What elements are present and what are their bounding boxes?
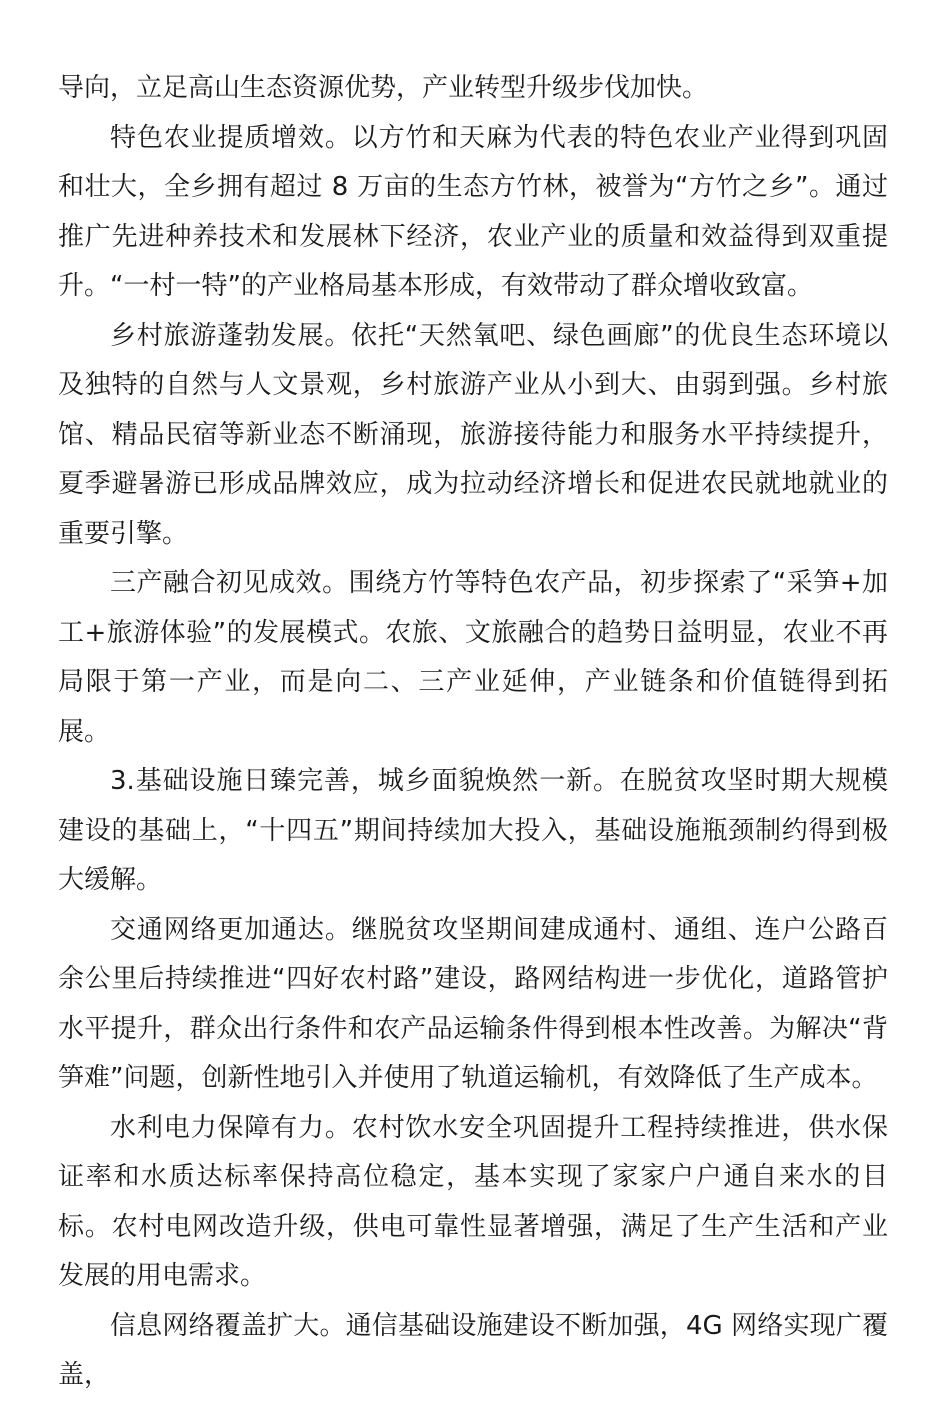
paragraph-information-network: 信息网络覆盖扩大。通信基础设施建设不断加强，4G 网络实现广覆盖，	[58, 1310, 888, 1390]
paragraph-rural-tourism: 乡村旅游蓬勃发展。依托“天然氧吧、绿色画廊”的优良生态环境以及独特的自然与人文景观，乡村旅游产业从小到大、由弱到强。乡村旅馆、精品民宿等新业态不断涌现，旅游接待能力和服务水平持续提升，夏季避暑游已形成品牌效应，成为拉动经济增长和促进农民就地就业的重要引擎。	[58, 320, 888, 549]
paragraph-continuation: 导向，立足高山生态资源优势，产业转型升级步伐加快。	[58, 73, 709, 103]
document-body	[58, 64, 888, 1401]
paragraph-infrastructure-heading: 3.基础设施日臻完善，城乡面貌焕然一新。在脱贫攻坚时期大规模建设的基础上，“十四五”期间持续加大投入，基础设施瓶颈制约得到极大缓解。	[58, 766, 888, 895]
paragraph-water-power: 水利电力保障有力。农村饮水安全巩固提升工程持续推进，供水保证率和水质达标率保持高位稳定，基本实现了家家户户通自来水的目标。农村电网改造升级，供电可靠性显著增强，满足了生产生活和产业发展的用电需求。	[58, 1112, 888, 1291]
paragraph-industry-integration: 三产融合初见成效。围绕方竹等特色农产品，初步探索了“采笋+加工+旅游体验”的发展模式。农旅、文旅融合的趋势日益明显，农业不再局限于第一产业，而是向二、三产业延伸，产业链条和价值链得到拓展。	[58, 568, 888, 747]
paragraph-specialty-agriculture: 特色农业提质增效。以方竹和天麻为代表的特色农业产业得到巩固和壮大，全乡拥有超过 8 万亩的生态方竹林，被誉为“方竹之乡”。通过推广先进种养技术和发展林下经济，农业产业的质量和效益得到双重提升。“一村一特”的产业格局基本形成，有效带动了群众增收致富。	[58, 122, 888, 301]
paragraph-transport-network: 交通网络更加通达。继脱贫攻坚期间建成通村、通组、连户公路百余公里后持续推进“四好农村路”建设，路网结构进一步优化，道路管护水平提升，群众出行条件和农产品运输条件得到根本性改善。为解决“背笋难”问题，创新性地引入并使用了轨道运输机，有效降低了生产成本。	[58, 914, 888, 1093]
